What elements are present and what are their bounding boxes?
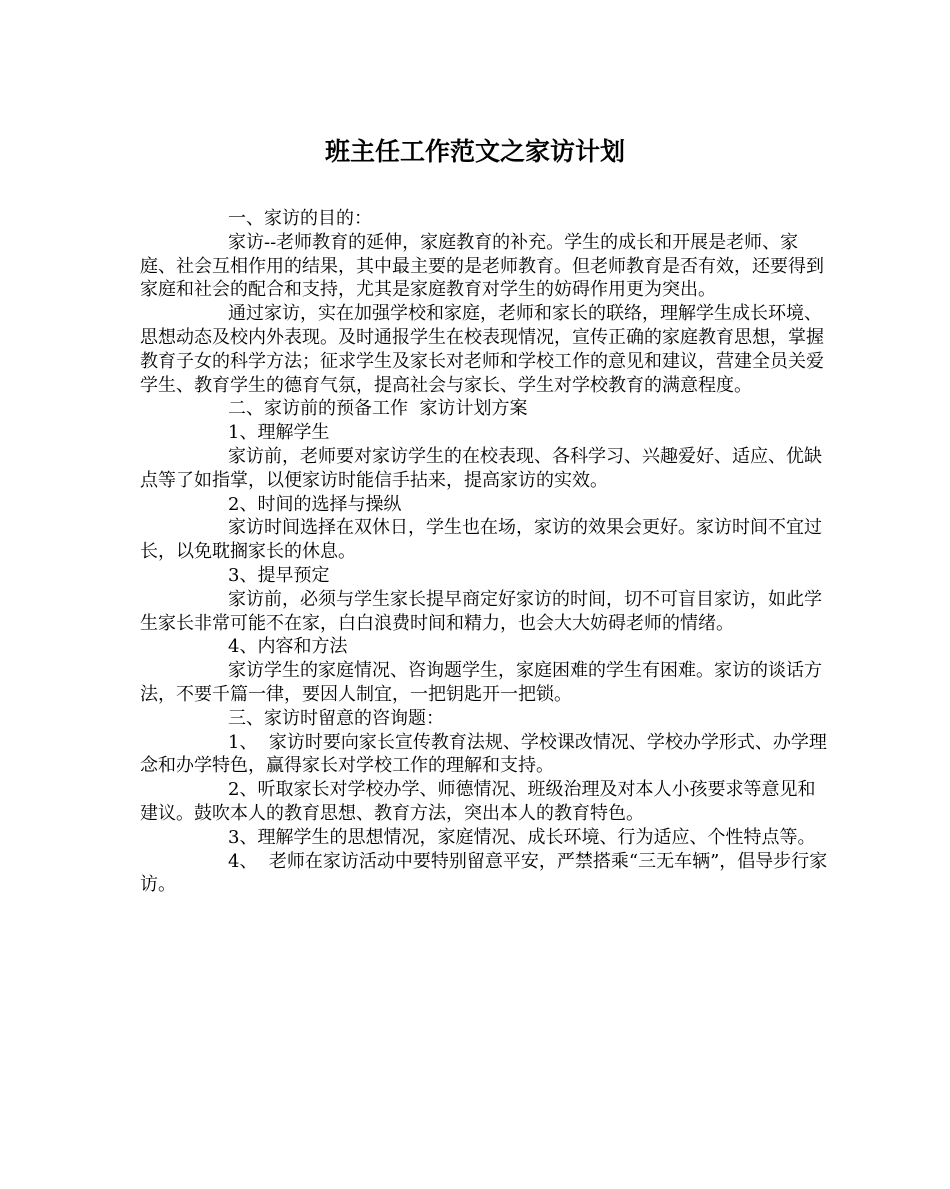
subheading: 2、时间的选择与操纵 bbox=[228, 493, 402, 515]
subheading: 3、提早预定 bbox=[228, 564, 330, 586]
list-item: 1、 家访时要向家长宣传教育法规、学校课改情况、学校办学形式、办学理念和办学特色，赢得家长对学校工作的理解和支持。 bbox=[140, 731, 827, 777]
paragraph: 家访前，必须与学生家长提早商定好家访的时间，切不可盲目家访，如此学生家长非常可能不在家，白白浪费时间和精力，也会大大妨碍老师的情绪。 bbox=[140, 588, 822, 634]
list-item: 4、 老师在家访活动中要特别留意平安，严禁搭乘“三无车辆”，倡导步行家访。 bbox=[140, 850, 828, 896]
page-title: 班主任工作范文之家访计划 bbox=[324, 137, 625, 166]
subheading: 4、内容和方法 bbox=[228, 636, 348, 658]
paragraph: 家访--老师教育的延伸，家庭教育的补充。学生的成长和开展是老师、家庭、社会互相作用的结果，其中最主要的是老师教育。但老师教育是否有效，还要得到家庭和社会的配合和支持，尤其是家庭教育对学生的妨碍作用更为突出。 bbox=[140, 231, 824, 301]
section-heading-attention: 三、家访时留意的咨询题： bbox=[228, 707, 444, 729]
paragraph: 家访前，老师要对家访学生的在校表现、各科学习、兴趣爱好、适应、优缺点等了如指掌，以便家访时能信手拈来，提高家访的实效。 bbox=[140, 445, 822, 491]
document-body bbox=[140, 207, 832, 897]
paragraph: 家访学生的家庭情况、咨询题学生，家庭困难的学生有困难。家访的谈话方法，不要千篇一律，要因人制宜，一把钥匙开一把锁。 bbox=[140, 660, 822, 705]
section-heading-preparation: 二、家访前的预备工作 家访计划方案 bbox=[228, 398, 528, 420]
list-item: 3、理解学生的思想情况，家庭情况、成长环境、行为适应、个性特点等。 bbox=[228, 826, 816, 848]
section-heading-purpose: 一、家访的目的： bbox=[228, 208, 372, 229]
paragraph: 家访时间选择在双休日，学生也在场，家访的效果会更好。家访时间不宜过长，以免耽搁家长的休息。 bbox=[140, 517, 822, 563]
paragraph: 通过家访，实在加强学校和家庭，老师和家长的联络，理解学生成长环境、思想动态及校内外表现。及时通报学生在校表现情况，宣传正确的家庭教育思想，掌握教育子女的科学方法；征求学生及家长对老师和学校工作的意见和建议，营建全员关爱学生、教育学生的德育气氛，提高社会与家长、学生对学校教育的满意程度。 bbox=[140, 303, 824, 396]
subheading: 1、理解学生 bbox=[228, 422, 330, 444]
list-item: 2、听取家长对学校办学、师德情况、班级治理及对本人小孩要求等意见和建议。鼓吹本人的教育思想、教育方法，突出本人的教育特色。 bbox=[140, 779, 816, 824]
